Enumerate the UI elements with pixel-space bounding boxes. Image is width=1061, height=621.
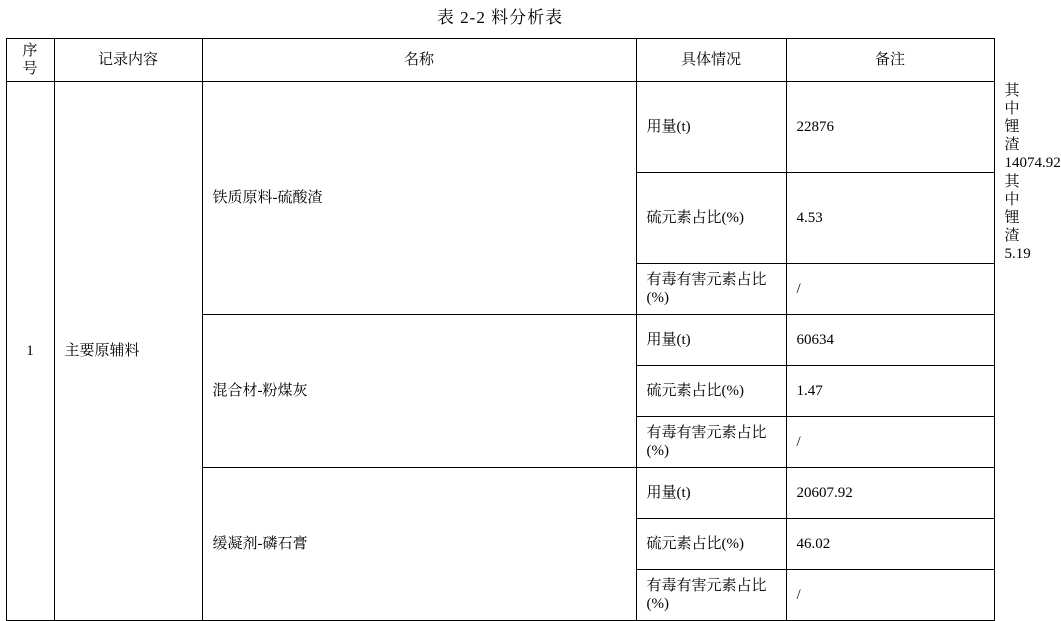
item-label-cell: 用量(t) [636, 468, 786, 519]
item-value-cell: 60634 [786, 315, 994, 366]
item-label-cell: 有毒有害元素占比(%) [636, 417, 786, 468]
material-name-cell: 缓凝剂-磷石膏 [202, 468, 636, 621]
table-header-row [6, 39, 994, 82]
header-cell-content: 记录内容 [54, 39, 202, 82]
record-content-cell: 主要原辅料 [54, 82, 202, 621]
table-row: 1 主要原辅料 铁质原料-硫酸渣 用量(t) 22876 其中锂渣 14074.92 [6, 82, 994, 173]
item-label-cell: 用量(t) [636, 315, 786, 366]
item-value-cell: 22876 [786, 82, 994, 173]
item-value-cell: 4.53 [786, 173, 994, 264]
item-value-cell: 20607.92 [786, 468, 994, 519]
item-label-cell: 硫元素占比(%) [636, 519, 786, 570]
row-index-cell: 1 [6, 82, 54, 621]
item-label-cell: 有毒有害元素占比(%) [636, 570, 786, 621]
material-name-cell: 混合材-粉煤灰 [202, 315, 636, 468]
item-value-cell: / [786, 264, 994, 315]
item-value-cell: 46.02 [786, 519, 994, 570]
item-value-cell: / [786, 570, 994, 621]
table-header [6, 39, 994, 82]
material-analysis-table [6, 38, 1061, 621]
header-cell-no: 序号 [6, 39, 54, 82]
table-body [6, 82, 1061, 621]
table-row: 硫元素占比(%) 4.53 其中锂渣 5.19 [6, 173, 994, 264]
page-title: 表 2-2 料分析表 [436, 8, 564, 27]
item-value-cell: / [786, 417, 994, 468]
header-cell-remark: 备注 [786, 39, 994, 82]
material-name-cell: 铁质原料-硫酸渣 [202, 82, 636, 315]
header-cell-name: 名称 [202, 39, 636, 82]
item-label-cell: 硫元素占比(%) [636, 366, 786, 417]
item-label-cell: 用量(t) [636, 82, 786, 173]
item-value-cell: 1.47 [786, 366, 994, 417]
item-label-cell: 硫元素占比(%) [636, 173, 786, 264]
header-cell-detail: 具体情况 [636, 39, 786, 82]
item-label-cell: 有毒有害元素占比(%) [636, 264, 786, 315]
